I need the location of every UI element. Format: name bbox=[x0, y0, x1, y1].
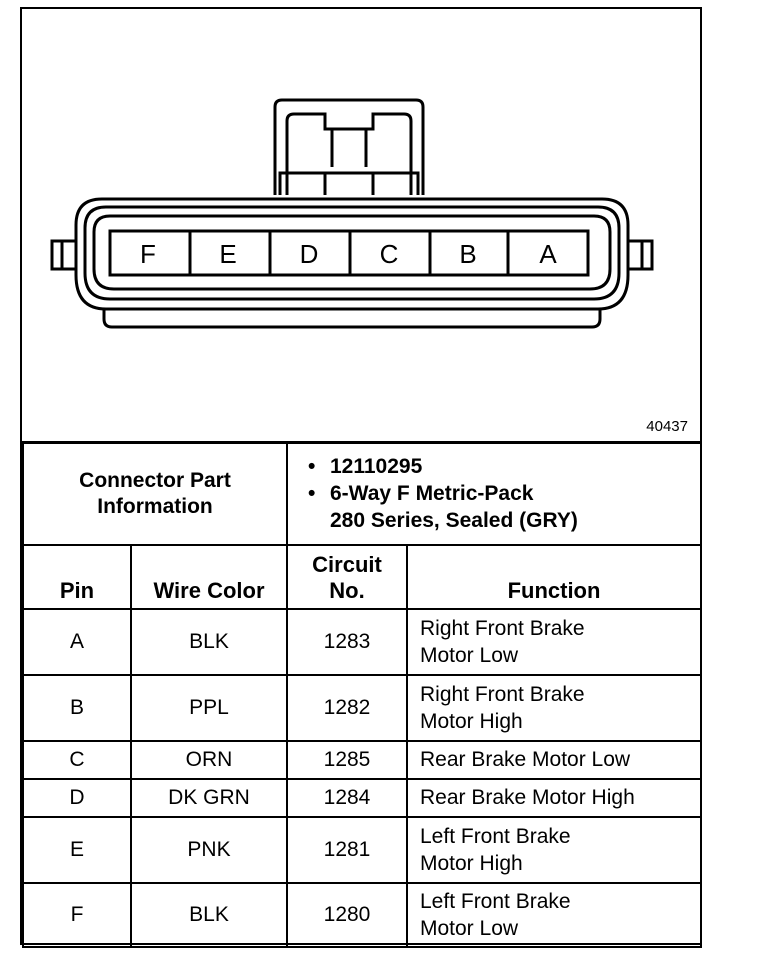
pin-label-a: A bbox=[539, 239, 557, 269]
page-frame bbox=[20, 7, 702, 945]
cell-function bbox=[407, 609, 701, 675]
header-circuit-line2: No. bbox=[329, 577, 365, 603]
connector-diagram bbox=[22, 9, 700, 441]
pinout-table bbox=[22, 441, 702, 948]
header-wire-color: Wire Color bbox=[131, 545, 287, 609]
pin-label-c: C bbox=[379, 239, 399, 269]
cell-circuit: 1284 bbox=[287, 779, 407, 817]
function-line1: Right Front Brake bbox=[420, 682, 585, 706]
part-info-label-line1: Connector Part bbox=[79, 468, 231, 492]
table-row bbox=[23, 609, 701, 675]
part-info-label-line2: Information bbox=[97, 494, 213, 518]
function-line2: Motor Low bbox=[420, 916, 519, 940]
cell-circuit: 1282 bbox=[287, 675, 407, 741]
header-row bbox=[23, 545, 701, 609]
cell-wire-color: DK GRN bbox=[131, 779, 287, 817]
cell-function bbox=[407, 817, 701, 883]
connector-drawing bbox=[22, 9, 700, 441]
function-line1: Left Front Brake bbox=[420, 889, 571, 913]
cell-pin: B bbox=[23, 675, 131, 741]
function-line1: Left Front Brake bbox=[420, 824, 571, 848]
header-pin: Pin bbox=[23, 545, 131, 609]
part-info-label bbox=[23, 443, 287, 545]
table-row bbox=[23, 741, 701, 779]
cell-function: Rear Brake Motor High bbox=[407, 779, 701, 817]
pin-label-e: E bbox=[219, 239, 237, 269]
header-circuit-line1: Circuit bbox=[312, 551, 382, 577]
cell-circuit: 1280 bbox=[287, 883, 407, 947]
table-row bbox=[23, 883, 701, 947]
cell-function bbox=[407, 675, 701, 741]
cell-wire-color: BLK bbox=[131, 883, 287, 947]
pin-label-f: F bbox=[140, 239, 156, 269]
cell-pin: A bbox=[23, 609, 131, 675]
header-function: Function bbox=[407, 545, 701, 609]
cell-circuit: 1283 bbox=[287, 609, 407, 675]
cell-pin: E bbox=[23, 817, 131, 883]
connector-type-line1: 6-Way F Metric-Pack bbox=[330, 482, 534, 506]
cell-pin: F bbox=[23, 883, 131, 947]
table-row bbox=[23, 817, 701, 883]
cell-wire-color: PPL bbox=[131, 675, 287, 741]
part-info-row bbox=[23, 443, 701, 545]
function-line1: Right Front Brake bbox=[420, 616, 585, 640]
part-number: • 12110295 bbox=[330, 453, 700, 480]
figure-number: 40437 bbox=[646, 418, 688, 435]
cell-function bbox=[407, 883, 701, 947]
cell-function: Rear Brake Motor Low bbox=[407, 741, 701, 779]
function-line2: Motor Low bbox=[420, 643, 519, 667]
pin-label-d: D bbox=[299, 239, 319, 269]
cell-circuit: 1281 bbox=[287, 817, 407, 883]
cell-circuit: 1285 bbox=[287, 741, 407, 779]
part-info-details bbox=[287, 443, 701, 545]
cell-wire-color: ORN bbox=[131, 741, 287, 779]
pin-label-b: B bbox=[459, 239, 477, 269]
table-row bbox=[23, 779, 701, 817]
function-line2: Motor High bbox=[420, 851, 523, 875]
cell-pin: D bbox=[23, 779, 131, 817]
connector-type-line2: 280 Series, Sealed (GRY) bbox=[330, 509, 578, 533]
table-row bbox=[23, 675, 701, 741]
cell-pin: C bbox=[23, 741, 131, 779]
header-circuit bbox=[287, 545, 407, 609]
connector-type bbox=[330, 480, 700, 534]
function-line2: Motor High bbox=[420, 709, 523, 733]
cell-wire-color: BLK bbox=[131, 609, 287, 675]
cell-wire-color: PNK bbox=[131, 817, 287, 883]
